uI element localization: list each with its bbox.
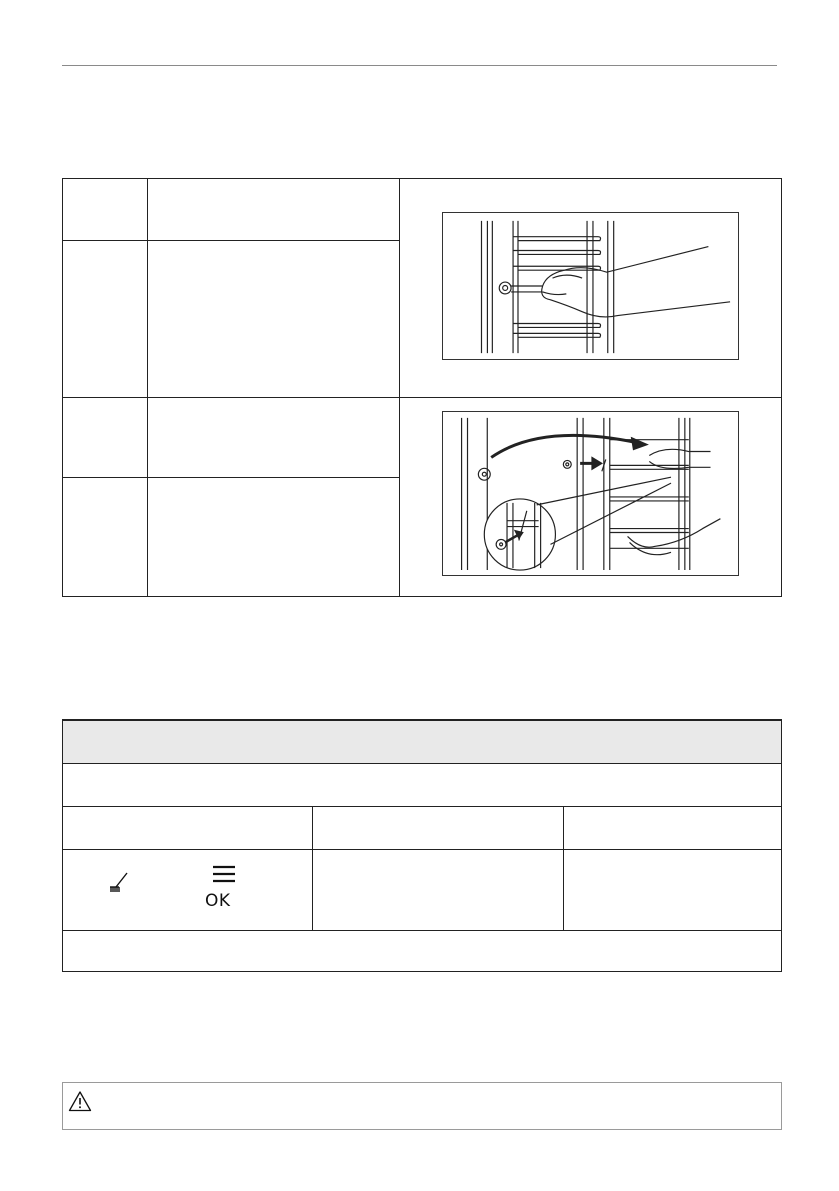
cleaning-brush-icon (108, 871, 130, 893)
ok-label: OK (205, 891, 231, 911)
shelf-installation-figure (442, 411, 739, 576)
table-column-divider (312, 806, 313, 930)
steps-row-divider (63, 240, 399, 241)
shelf-removal-figure (442, 212, 739, 360)
warning-icon (68, 1090, 92, 1112)
steps-row-divider (63, 397, 781, 398)
shelf-removal-illustration (443, 213, 738, 359)
shelf-installation-illustration (443, 412, 738, 575)
table-row-divider (63, 930, 781, 931)
cleaning-menu-table (62, 719, 782, 972)
steps-row-divider (63, 477, 399, 478)
menu-icon (211, 864, 237, 884)
header-rule (62, 65, 777, 66)
steps-column-divider (399, 179, 400, 596)
warning-box (62, 1082, 782, 1130)
steps-table (62, 178, 782, 597)
table-header (63, 721, 781, 764)
table-row-divider (63, 806, 781, 807)
table-row-divider (63, 849, 781, 850)
table-column-divider (563, 806, 564, 930)
steps-column-divider (147, 179, 148, 596)
